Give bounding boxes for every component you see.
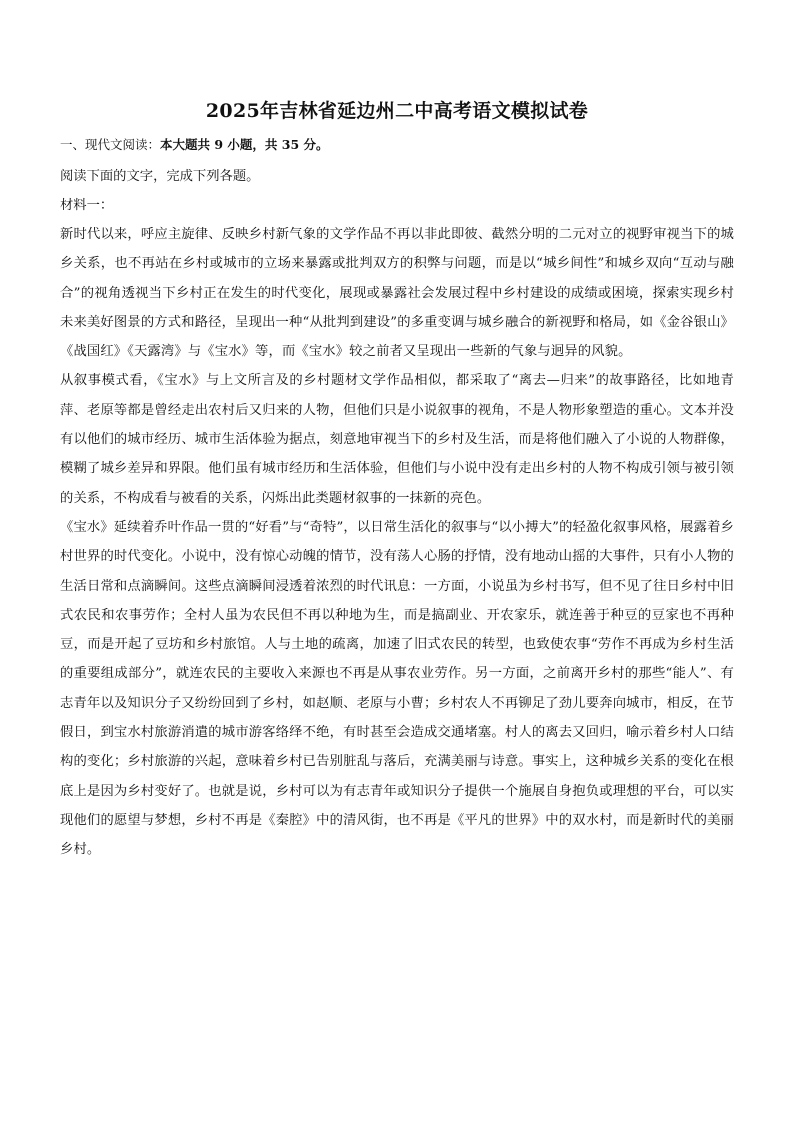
document-page (60, 98, 734, 865)
page-title: 2025年吉林省延边州二中高考语文模拟试卷 (205, 100, 589, 122)
paragraph-2: 从叙事模式看，《宝水》与上文所言及的乡村题材文学作品相似，都采取了“离去—归来”的故事路径，比如地青萍、老原等都是曾经走出农村后又归来的人物，但他们只是小说叙事的视角，不是人物形象塑造的重心。文本并没有以他们的城市经历、城市生活体验为据点，刻意地审视当下的乡村及生活，而是将他们融入了小说的人物群像，模糊了城乡差异和界限。他们虽有城市经历和生活体验，但他们与小说中没有走出乡村的人物不构成引领与被引领的关系，不构成看与被看的关系，闪烁出此类题材叙事的一抹新的亮色。 (60, 373, 734, 506)
paragraph-1: 新时代以来，呼应主旋律、反映乡村新气象的文学作品不再以非此即彼、截然分明的二元对立的视野审视当下的城乡关系，也不再站在乡村或城市的立场来暴露或批判双方的积弊与问题，而是以“城乡间性”和城乡双向“互动与融合”的视角透视当下乡村正在发生的时代变化，展现或暴露社会发展过程中乡村建设的成绩或困境，探索实现乡村未来美好图景的方式和路径，呈现出一种“从批判到建设”的多重变调与城乡融合的新视野和格局，如《金谷银山》《战国红》《天露湾》与《宝水》等，而《宝水》较之前者又呈现出一些新的气象与迥异的风貌。 (60, 227, 734, 360)
reading-instruction: 阅读下面的文字，完成下列各题。 (60, 169, 260, 184)
material-label: 材料一： (60, 198, 114, 213)
section-score-info: 本大题共 9 小题，共 35 分。 (160, 137, 329, 152)
section-heading (60, 134, 734, 156)
section-prefix: 一、现代文阅读： (60, 137, 161, 152)
paragraph-3: 《宝水》延续着乔叶作品一贯的“好看”与“奇特”，以日常生活化的叙事与“以小搏大”的轻盈化叙事风格，展露着乡村世界的时代变化。小说中，没有惊心动魄的情节，没有荡人心肠的抒情，没有地动山摇的大事件，只有小人物的生活日常和点滴瞬间。这些点滴瞬间浸透着浓烈的时代讯息：一方面，小说虽为乡村书写，但不见了往日乡村中旧式农民和农事劳作；全村人虽为农民但不再以种地为生，而是搞副业、开农家乐，就连善于种豆的豆家也不再种豆，而是开起了豆坊和乡村旅馆。人与土地的疏离，加速了旧式农民的转型，也致使农事“劳作不再成为乡村生活的重要组成部分”，就连农民的主要收入来源也不再是从事农业劳作。另一方面，之前离开乡村的那些“能人”、有志青年以及知识分子又纷纷回到了乡村，如赵顺、老原与小曹；乡村农人不再铆足了劲儿要奔向城市，相反，在节假日，到宝水村旅游消遣的城市游客络绎不绝，有时甚至会造成交通堵塞。村人的离去又回归，喻示着乡村人口结构的变化；乡村旅游的兴起，意味着乡村已告别脏乱与落后，充满美丽与诗意。事实上，这种城乡关系的变化在根底上是因为乡村变好了。也就是说，乡村可以为有志青年或知识分子提供一个施展自身抱负或理想的平台，可以实现他们的愿望与梦想，乡村不再是《秦腔》中的清风街，也不再是《平凡的世界》中的双水村，而是新时代的美丽乡村。 (60, 519, 734, 858)
